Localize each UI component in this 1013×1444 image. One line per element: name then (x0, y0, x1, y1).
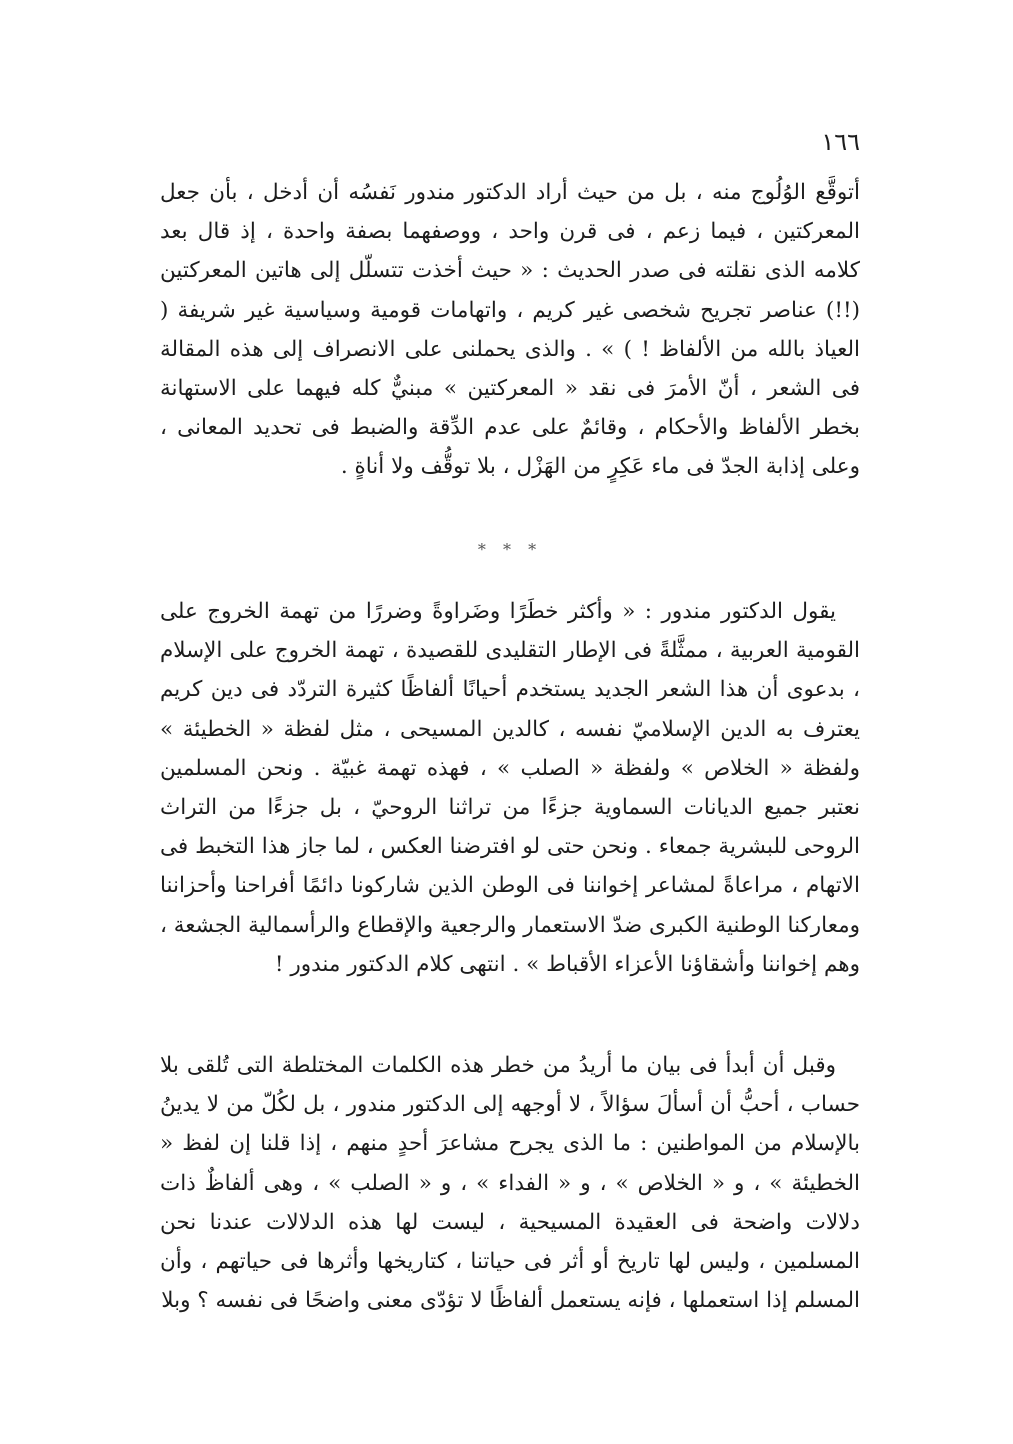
paragraph: أتوقَّع الوُلُوج منه ، بل من حيث أراد الدكتور مندور نَفسُه أن أدخل ، بأن جعل المعركتين ، فيما زعم ، فى قرن واحد ، ووصفهما بصفة واحدة ، إذ قال بعد كلامه الذى نقلته فى صدر الحديث : « حيث أخذت تتسلّل إلى هاتين المعركتين (!!) عناصر تجريح شخصى غير كريم ، واتهامات قومية وسياسية غير شريفة ( العياذ بالله من الألفاظ ! ) » . والذى يحملنى على الانصراف إلى هذه المقالة فى الشعر ، أنّ الأمرَ فى نقد « المعركتين » مبنيٌّ كله فيهما على الاستهانة بخطر الألفاظ والأحكام ، وقائمٌ على عدم الدِّقة والضبط فى تحديد المعانى ، وعلى إذابة الجدّ فى ماء عَكِرٍ من الهَزْل ، بلا توقُّف ولا أناةٍ . (160, 180, 860, 480)
paragraph-1-block (160, 173, 860, 487)
page-number: ١٦٦ (821, 128, 860, 156)
document-page (160, 0, 860, 1444)
paragraph-2-block (160, 592, 860, 984)
paragraph: يقول الدكتور مندور : « وأكثر خطَرًا وضَراوةً وضررًا من تهمة الخروج على القومية العربية ، ممثَّلةً فى الإطار التقليدى للقصيدة ، تهمة الخروج على الإسلام ، بدعوى أن هذا الشعر الجديد يستخدم أحيانًا ألفاظًا كثيرة التردّد فى دين كريم يعترف به الدين الإسلاميّ نفسه ، كالدين المسيحى ، مثل لفظة « الخطيئة » ولفظة « الخلاص » ولفظة « الصلب » ، فهذه تهمة غبيّة . ونحن المسلمين نعتبر جميع الديانات السماوية جزءًا من تراثنا الروحيّ ، بل جزءًا من التراث الروحى للبشرية جمعاء . ونحن حتى لو افترضنا العكس ، لما جاز هذا التخبط فى الاتهام ، مراعاةً لمشاعر إخواننا فى الوطن الذين شاركونا دائمًا أفراحنا وأحزاننا ومعاركنا الوطنية الكبرى ضدّ الاستعمار والرجعية والإقطاع والرأسمالية الجشعة ، وهم إخواننا وأشقاؤنا الأعزاء الأقباط » . انتهى كلام الدكتور مندور ! (160, 599, 860, 977)
paragraph-3-block (160, 1046, 860, 1320)
section-separator: * * * (477, 540, 543, 559)
paragraph: وقبل أن أبدأ فى بيان ما أريدُ من خطر هذه الكلمات المختلطة التى تُلقى بلا حساب ، أحبُّ أن أسألَ سؤالاً ، لا أوجهه إلى الدكتور مندور ، بل لكُلّ من لا يدينُ بالإسلام من المواطنين : ما الذى يجرح مشاعرَ أحدٍ منهم ، إذا قلنا إن لفظ « الخطيئة » ، و « الخلاص » ، و « الفداء » ، و « الصلب » ، وهى ألفاظٌ ذات دلالات واضحة فى العقيدة المسيحية ، ليست لها هذه الدلالات عندنا نحن المسلمين ، وليس لها تاريخ أو أثر فى حياتنا ، كتاريخها وأثرها فى حياتهم ، وأن المسلم إذا استعملها ، فإنه يستعمل ألفاظًا لا تؤدّى معنى واضحًا فى نفسه ؟ وبلا (160, 1053, 860, 1314)
